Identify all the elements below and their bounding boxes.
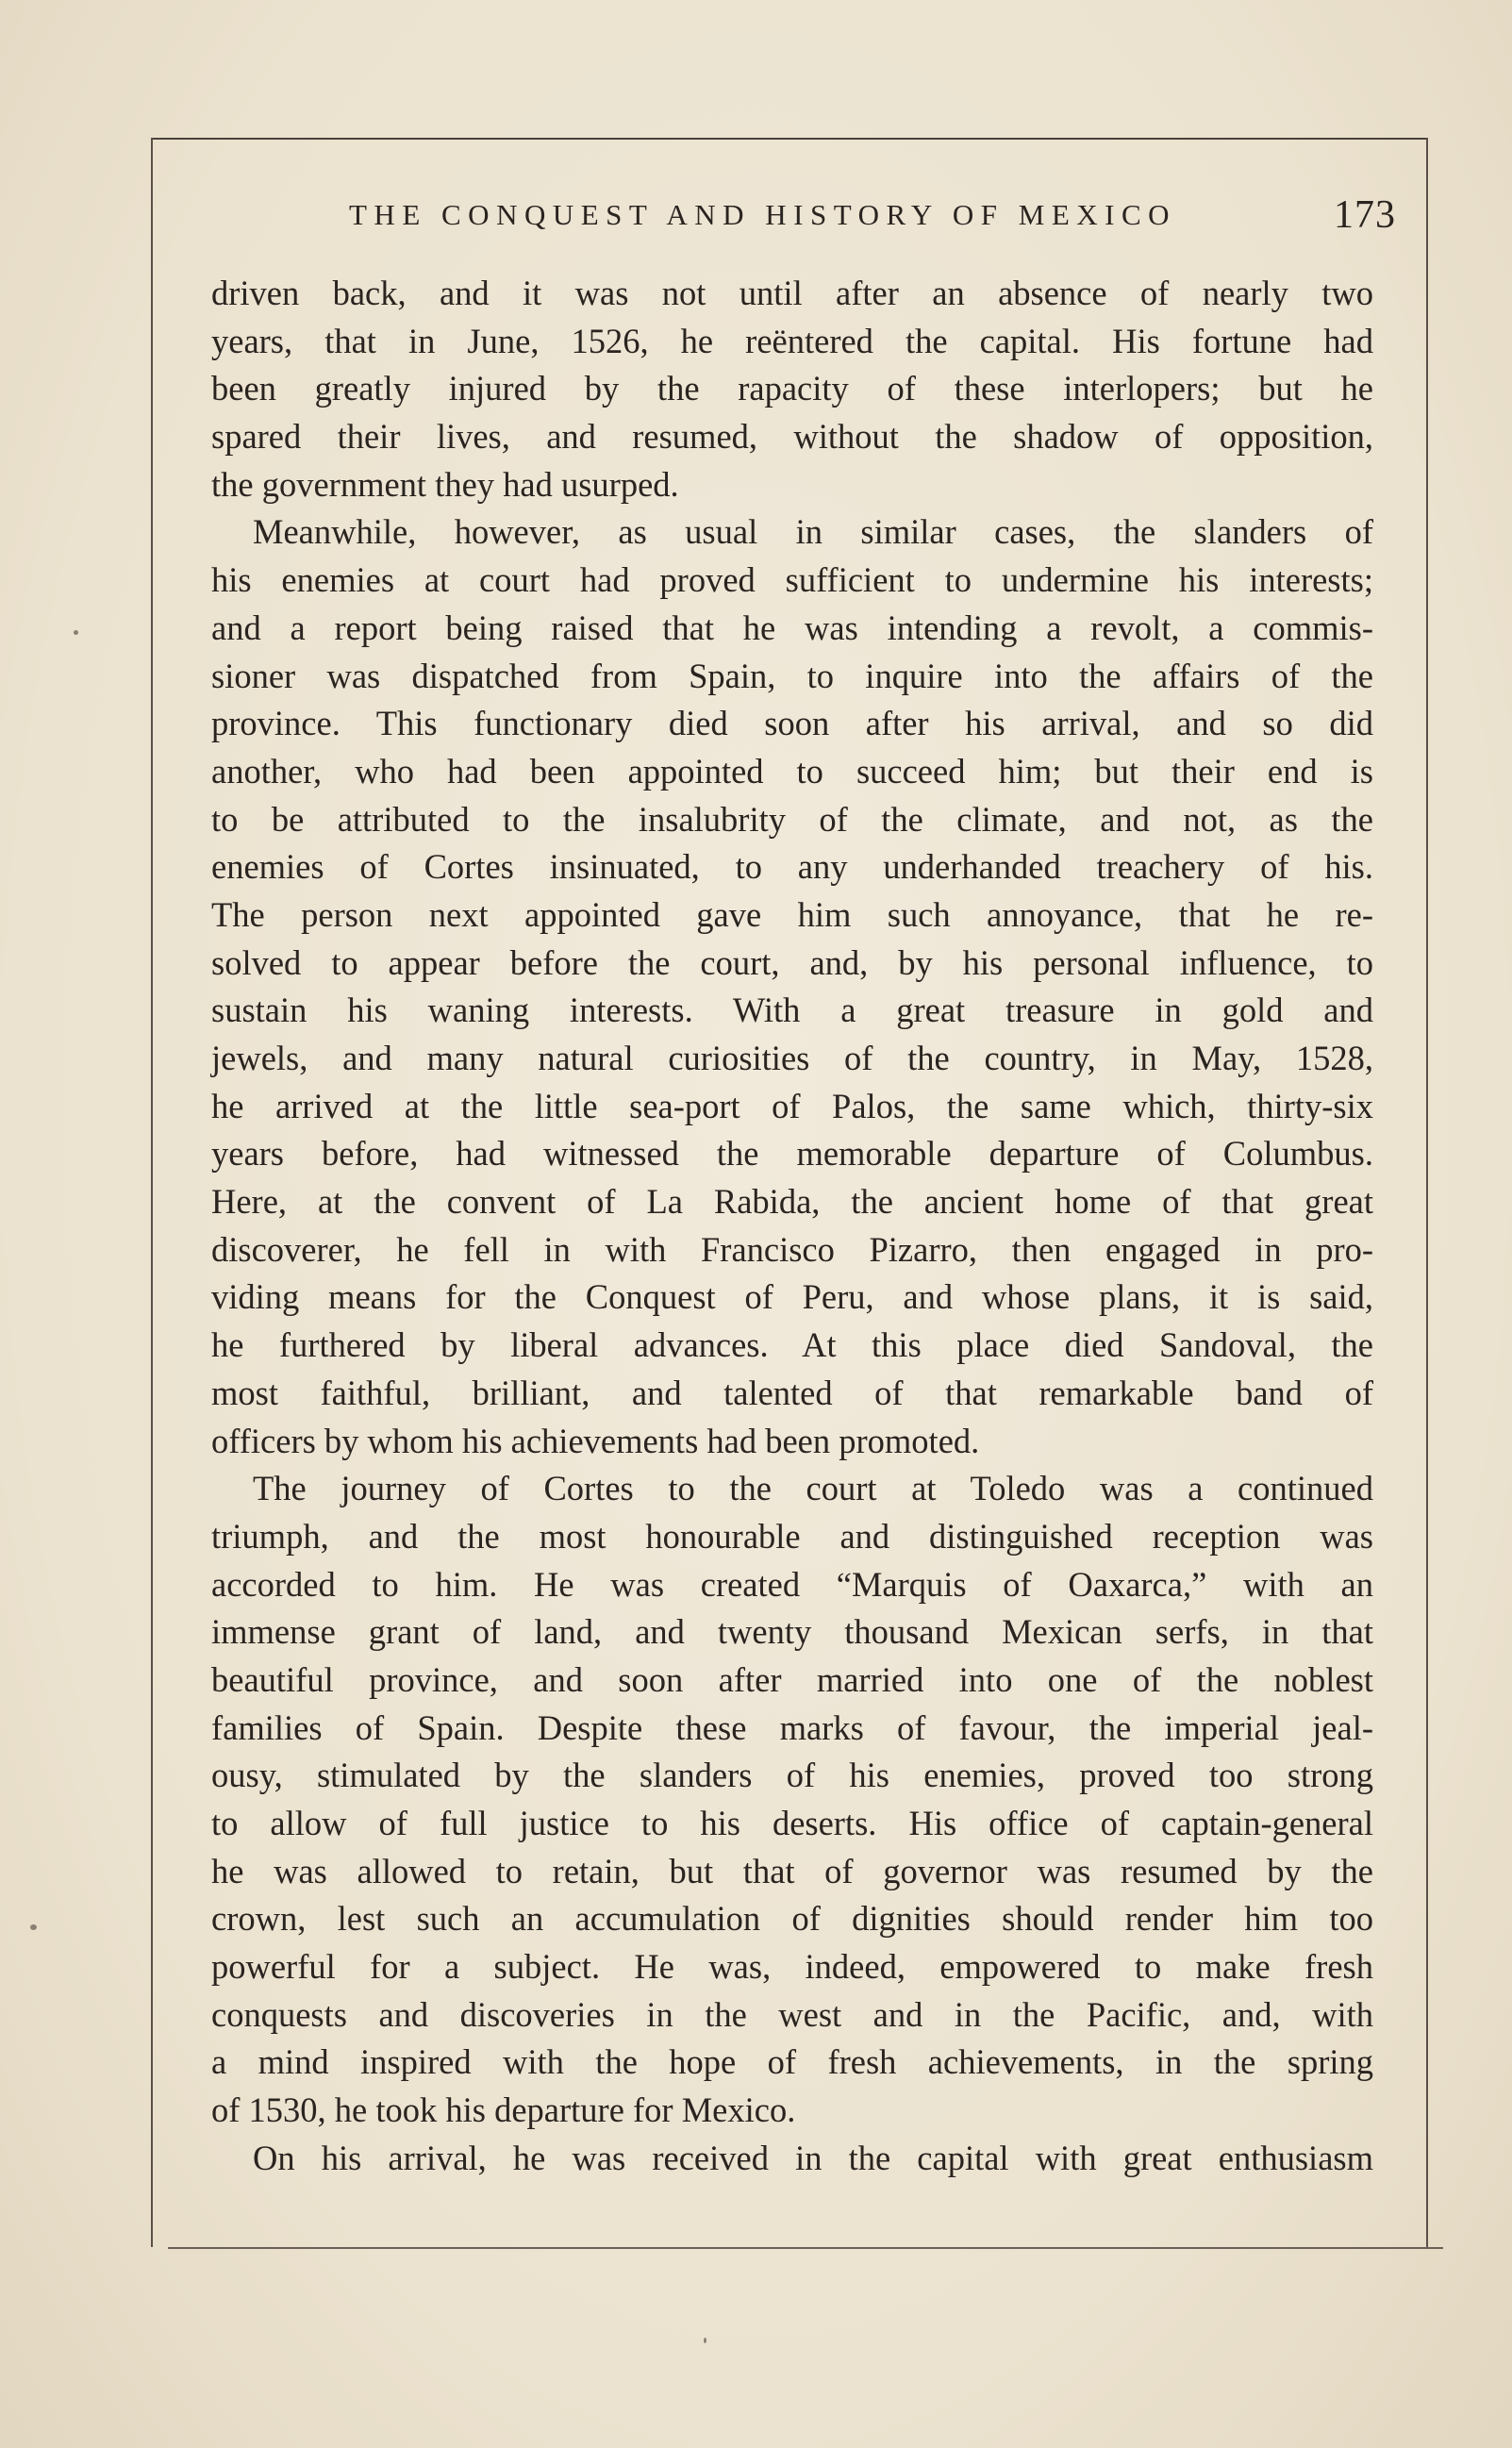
- text-line: jewels, and many natural curiosities of the country, in May, 1528,: [211, 1039, 1373, 1077]
- text-line: to be attributed to the insalubrity of the climate, and not, as the: [211, 799, 1373, 839]
- text-line: On his arrival, he was received in the capital with great enthusiasm: [253, 2138, 1373, 2177]
- text-line: families of Spain. Despite these marks of favour, the imperial jeal-: [211, 1707, 1373, 1747]
- text-line: sustain his waning interests. With a great treasure in gold and: [211, 991, 1373, 1030]
- text-line: years before, had witnessed the memorable departure of Columbus.: [211, 1134, 1373, 1174]
- text-line: been greatly injured by the rapacity of these interlopers; but he: [211, 369, 1373, 408]
- paper-speck: [704, 2338, 706, 2343]
- text-line: driven back, and it was not until after an absence of nearly two: [211, 274, 1373, 312]
- text-line: of 1530, he took his departure for Mexico.: [211, 2090, 796, 2130]
- running-head: THE CONQUEST AND HISTORY OF MEXICO: [349, 198, 1177, 231]
- text-line: he arrived at the little sea-port of Palos, the same which, thirty-six: [211, 1086, 1373, 1125]
- text-line: viding means for the Conquest of Peru, and whose plans, it is said,: [211, 1277, 1373, 1317]
- text-line: beautiful province, and soon after married into one of the noblest: [211, 1659, 1373, 1699]
- text-line: most faithful, brilliant, and talented of that remarkable band of: [211, 1373, 1373, 1412]
- text-line: Here, at the convent of La Rabida, the ancient home of that great: [211, 1182, 1373, 1222]
- text-line: province. This functionary died soon after his arrival, and so did: [211, 704, 1373, 743]
- text-line: sioner was dispatched from Spain, to inquire into the affairs of the: [211, 656, 1373, 695]
- text-line: triumph, and the most honourable and distinguished reception was: [211, 1516, 1373, 1556]
- text-line: he furthered by liberal advances. At this place died Sandoval, the: [211, 1325, 1373, 1365]
- text-line: and a report being raised that he was intending a revolt, a commis-: [211, 608, 1373, 647]
- page-frame-top: [151, 138, 1426, 140]
- text-line: immense grant of land, and twenty thousand Mexican serfs, in that: [211, 1612, 1373, 1652]
- text-line: the government they had usurped.: [211, 464, 679, 504]
- text-line: years, that in June, 1526, he reëntered the capital. His fortune had: [211, 321, 1373, 360]
- text-line: accorded to him. He was created “Marquis of Oaxarca,” with an: [211, 1564, 1373, 1604]
- text-line: solved to appear before the court, and, by his personal influence, to: [211, 942, 1373, 982]
- text-line: a mind inspired with the hope of fresh achievements, in the spring: [211, 2042, 1373, 2082]
- text-line: enemies of Cortes insinuated, to any underhanded treachery of his.: [211, 847, 1373, 887]
- paper-speck: [74, 630, 78, 635]
- text-line: another, who had been appointed to succeed him; but their end is: [211, 751, 1373, 791]
- page-frame-left: [151, 138, 153, 2247]
- page-number: 173: [1334, 193, 1396, 237]
- text-line: Meanwhile, however, as usual in similar cases, the slanders of: [253, 512, 1373, 552]
- text-line: he was allowed to retain, but that of governor was resumed by the: [211, 1851, 1373, 1890]
- body-text: [211, 270, 1373, 2183]
- text-line: officers by whom his achievements had been promoted.: [211, 1421, 980, 1460]
- text-line: The person next appointed gave him such annoyance, that he re-: [211, 894, 1373, 934]
- text-line: discoverer, he fell in with Francisco Pizarro, then engaged in pro-: [211, 1229, 1373, 1269]
- text-line: conquests and discoveries in the west and in the Pacific, and, with: [211, 1994, 1373, 2034]
- text-line: The journey of Cortes to the court at Toledo was a continued: [253, 1469, 1373, 1508]
- page-header: [349, 189, 1396, 245]
- text-line: crown, lest such an accumulation of dignities should render him too: [211, 1899, 1373, 1939]
- page-frame-bottom: [168, 2247, 1443, 2249]
- text-line: to allow of full justice to his deserts. His office of captain-general: [211, 1804, 1373, 1842]
- text-line: powerful for a subject. He was, indeed, empowered to make fresh: [211, 1947, 1373, 1987]
- text-line: spared their lives, and resumed, without the shadow of opposition,: [211, 417, 1373, 457]
- text-line: ousy, stimulated by the slanders of his enemies, proved too strong: [211, 1756, 1373, 1795]
- page-frame-right: [1426, 138, 1428, 2247]
- paper-speck: [30, 1924, 37, 1930]
- text-line: his enemies at court had proved sufficient to undermine his interests;: [211, 560, 1373, 600]
